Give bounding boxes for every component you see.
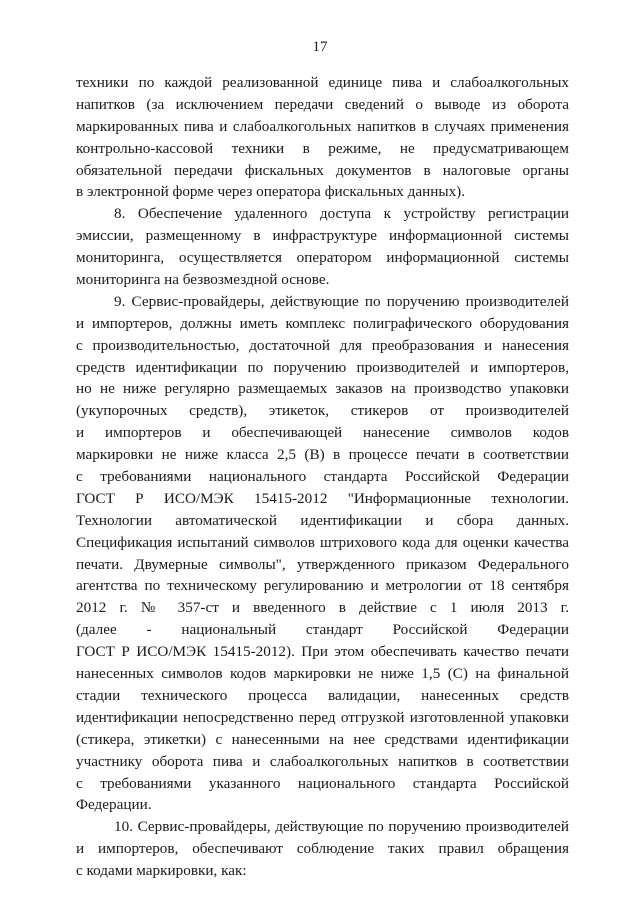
text-line: участнику оборота пива и слабоалкогольных напитков в соответствии <box>76 752 569 770</box>
text-line: печати. Двумерные символы", утвержденного приказом Федерального <box>76 555 569 573</box>
text-line: стадии технического процесса валидации, нанесенных средств <box>76 686 569 704</box>
text-line: техники по каждой реализованной единице пива и слабоалкогольных <box>76 74 569 91</box>
paragraph-item-10 <box>76 816 569 882</box>
page-number: 17 <box>312 39 328 55</box>
document-body <box>76 72 569 882</box>
text-line: 10. Сервис-провайдеры, действующие по поручению производителей <box>114 818 569 836</box>
paragraph-item-8 <box>76 203 569 291</box>
text-line: идентификации непосредственно перед отгрузкой изготовленной упаковки <box>76 708 569 726</box>
text-line: с требованиями национального стандарта Российской Федерации <box>76 468 569 486</box>
text-line: мониторинга на безвозмездной основе. <box>76 271 330 289</box>
text-line: ГОСТ Р ИСО/МЭК 15415-2012). При этом обеспечивать качество печати <box>76 643 569 661</box>
text-line: Технологии автоматической идентификации и сбора данных. <box>76 511 569 529</box>
text-line: (укупорочных средств), этикеток, стикеров от производителей <box>76 402 569 420</box>
text-line: 2012 г. № 357-ст и введенного в действие с 1 июля 2013 г. <box>76 599 569 617</box>
text-line: маркировки не ниже класса 2,5 (B) в процессе печати в соответствии <box>76 446 569 464</box>
text-line: средств идентификации по поручению производителей и импортеров, <box>76 358 569 376</box>
text-line: Спецификация испытаний символов штрихового кода для оценки качества <box>76 533 569 551</box>
text-line: маркированных пива и слабоалкогольных напитков в случаях применения <box>76 117 569 135</box>
text-line: агентства по техническому регулированию и метрологии от 18 сентября <box>76 577 569 595</box>
text-line: Федерации. <box>76 796 152 814</box>
text-line: контрольно-кассовой техники в режиме, не предусматривающем <box>76 139 569 157</box>
text-line: (стикера, этикетки) с нанесенными на нее средствами идентификации <box>76 730 569 748</box>
text-line: но не ниже регулярно размещаемых заказов на производство упаковки <box>76 380 569 398</box>
text-line: 8. Обеспечение удаленного доступа к устройству регистрации <box>114 205 569 223</box>
text-line: обязательной передачи фискальных документов в налоговые органы <box>76 161 569 179</box>
text-line: (далее - национальный стандарт Российской Федерации <box>76 621 569 639</box>
text-line: с требованиями указанного национального стандарта Российской <box>76 774 569 792</box>
text-line: эмиссии, размещенному в инфраструктуре информационной системы <box>76 227 569 245</box>
text-line: мониторинга, осуществляется оператором информационной системы <box>76 249 569 267</box>
text-line: ГОСТ Р ИСО/МЭК 15415-2012 "Информационные технологии. <box>76 489 569 507</box>
text-line: с кодами маркировки, как: <box>76 862 247 880</box>
text-line: с производительностью, достаточной для преобразования и нанесения <box>76 336 569 354</box>
text-line: и импортеров, должны иметь комплекс полиграфического оборудования <box>76 314 569 332</box>
text-line: в электронной форме через оператора фискальных данных). <box>76 183 466 201</box>
paragraph-item-9 <box>76 291 569 816</box>
text-line: нанесенных символов кодов маркировки не ниже 1,5 (C) на финальной <box>76 665 569 683</box>
text-line: 9. Сервис-провайдеры, действующие по поручению производителей <box>114 292 569 310</box>
paragraph-continuation <box>76 72 569 203</box>
text-line: и импортеров, обеспечивают соблюдение таких правил обращения <box>76 840 569 858</box>
text-line: и импортеров и обеспечивающей нанесение символов кодов <box>76 424 569 442</box>
text-line: напитков (за исключением передачи сведений о выводе из оборота <box>76 95 569 113</box>
